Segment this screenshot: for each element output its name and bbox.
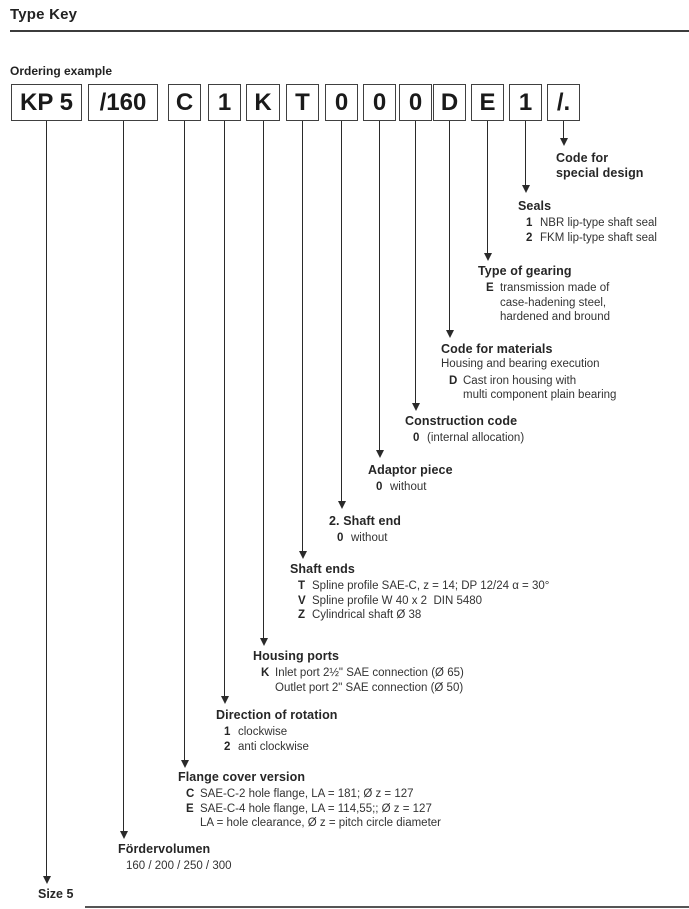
code-box-flange: C [168, 84, 201, 121]
spec-text: without [390, 481, 427, 493]
spec-key: E [486, 282, 494, 294]
section-construction-code [405, 414, 524, 446]
section-rows [413, 431, 524, 446]
ordering-example-label: Ordering example [10, 64, 113, 78]
spec-key: 1 [526, 217, 533, 229]
spec-text: transmission made of [500, 282, 610, 294]
spec-key: 0 [376, 481, 383, 493]
spec-row [298, 579, 549, 594]
code-box-rotation: 1 [208, 84, 241, 121]
section-rows [449, 374, 616, 403]
spec-row [486, 296, 610, 311]
code-box-volume: /160 [88, 84, 158, 121]
spec-text: FKM lip-type shaft seal [540, 231, 657, 244]
spec-text: 160 / 200 / 250 / 300 [126, 860, 232, 872]
section-rows [224, 725, 338, 754]
spec-text: (internal allocation) [427, 432, 525, 444]
page-title: Type Key [10, 6, 78, 23]
spec-text: anti clockwise [238, 740, 309, 753]
spec-row [186, 787, 441, 802]
spec-row [298, 608, 549, 623]
spec-row [126, 859, 232, 874]
spec-text: SAE-C-2 hole flange, LA = 181; Ø z = 127 [200, 788, 414, 800]
down-arrow-volume [119, 121, 128, 839]
section-seals [518, 199, 657, 245]
section-title: Flange cover version [178, 770, 306, 784]
section-title: Seals [518, 199, 552, 213]
down-arrow-seals [521, 121, 530, 193]
spec-row [526, 231, 657, 246]
down-arrow-materials [445, 121, 454, 338]
spec-key: D [449, 374, 458, 387]
spec-row [298, 594, 549, 609]
down-arrow-gearing [483, 121, 492, 261]
spec-key [486, 296, 500, 311]
section-subtitle: Housing and bearing execution [441, 358, 600, 370]
spec-key: 0 [337, 532, 344, 544]
section-type-of-gearing [478, 264, 610, 325]
section-rows [126, 859, 232, 874]
spec-text: Inlet port 2½" SAE connection (Ø 65) [275, 667, 464, 679]
down-arrow-size [42, 121, 51, 884]
spec-key: E [186, 802, 194, 815]
section-second-shaft-end [329, 514, 401, 546]
spec-key: T [298, 580, 306, 592]
code-box-shaft-end: T [286, 84, 319, 121]
spec-row [224, 725, 338, 740]
down-arrow-rotation [220, 121, 229, 704]
spec-text: case-hadening steel, [500, 296, 607, 309]
section-title: Fördervolumen [118, 842, 211, 856]
section-title: Code for materials [441, 342, 553, 356]
spec-text: Outlet port 2" SAE connection (Ø 50) [275, 681, 464, 694]
spec-key [449, 388, 463, 403]
spec-row [186, 802, 441, 817]
spec-text: multi component plain bearing [463, 389, 617, 401]
spec-key: Z [298, 609, 306, 621]
spec-row [413, 431, 524, 446]
spec-text: Spline profile W 40 x 2 DIN 5480 [312, 594, 483, 607]
spec-key [186, 816, 200, 831]
section-title: Code for [556, 151, 609, 165]
section-rows [261, 666, 464, 695]
size-label: Size 5 [38, 887, 74, 901]
down-arrow-construction [411, 121, 420, 411]
spec-text: clockwise [238, 726, 288, 738]
section-title: Housing ports [253, 649, 340, 663]
spec-row [337, 531, 401, 546]
spec-row [261, 681, 464, 696]
down-arrow-ports [259, 121, 268, 646]
spec-key [261, 681, 275, 696]
spec-key: V [298, 594, 306, 607]
section-title: 2. Shaft end [329, 514, 402, 528]
code-box-construction: 0 [399, 84, 432, 121]
spec-key [486, 310, 500, 325]
spec-row [486, 310, 610, 325]
spec-text: without [351, 532, 388, 544]
spec-row [449, 388, 616, 403]
section-flange-cover-version [178, 770, 441, 831]
section-rows [526, 216, 657, 245]
spec-text: LA = hole clearance, Ø z = pitch circle diameter [200, 817, 441, 829]
bottom-divider [85, 906, 689, 908]
spec-text: Spline profile SAE-C, z = 14; DP 12/24 α = 30° [312, 580, 550, 592]
section-special-design [556, 151, 644, 181]
section-shaft-ends [290, 562, 549, 623]
section-foerdervolumen [118, 842, 232, 874]
spec-row [486, 281, 610, 296]
section-rows [298, 579, 549, 623]
section-title: special design [556, 166, 644, 180]
code-box-special: /. [547, 84, 580, 121]
code-box-adaptor: 0 [363, 84, 396, 121]
spec-text: Cylindrical shaft Ø 38 [312, 609, 422, 621]
down-arrow-special [559, 121, 568, 146]
section-title: Direction of rotation [216, 708, 338, 722]
spec-key: 2 [526, 231, 533, 244]
spec-text: SAE-C-4 hole flange, LA = 114,55;; Ø z = 127 [200, 802, 432, 815]
section-rows [486, 281, 610, 325]
section-rows [376, 480, 453, 495]
down-arrow-adaptor [375, 121, 384, 458]
spec-text: Cast iron housing with [463, 374, 577, 387]
spec-row [186, 816, 441, 831]
section-housing-ports [253, 649, 464, 695]
spec-row [526, 216, 657, 231]
code-box-shaft2: 0 [325, 84, 358, 121]
spec-key: K [261, 667, 270, 679]
section-direction-of-rotation [216, 708, 338, 754]
spec-text: NBR lip-type shaft seal [540, 217, 657, 229]
section-title: Adaptor piece [368, 463, 453, 477]
code-box-materials: D [433, 84, 466, 121]
section-code-for-materials [441, 342, 616, 403]
section-title: Construction code [405, 414, 518, 428]
section-title: Type of gearing [478, 264, 572, 278]
down-arrow-shaft-ends [298, 121, 307, 559]
section-rows [186, 787, 441, 831]
spec-row [224, 740, 338, 755]
spec-text: hardened and bround [500, 311, 610, 323]
code-box-gearing: E [471, 84, 504, 121]
spec-key: C [186, 788, 195, 800]
section-title: Shaft ends [290, 562, 355, 576]
spec-row [261, 666, 464, 681]
down-arrow-flange [180, 121, 189, 768]
spec-key: 1 [224, 726, 231, 738]
code-box-ports: K [246, 84, 280, 121]
title-divider [10, 30, 689, 32]
section-adaptor-piece [368, 463, 453, 495]
code-box-kp5: KP 5 [11, 84, 82, 121]
down-arrow-shaft2 [337, 121, 346, 509]
spec-row [449, 374, 616, 389]
spec-row [376, 480, 453, 495]
section-rows [337, 531, 401, 546]
spec-key: 2 [224, 740, 231, 753]
code-box-seals: 1 [509, 84, 542, 121]
spec-key: 0 [413, 432, 420, 444]
